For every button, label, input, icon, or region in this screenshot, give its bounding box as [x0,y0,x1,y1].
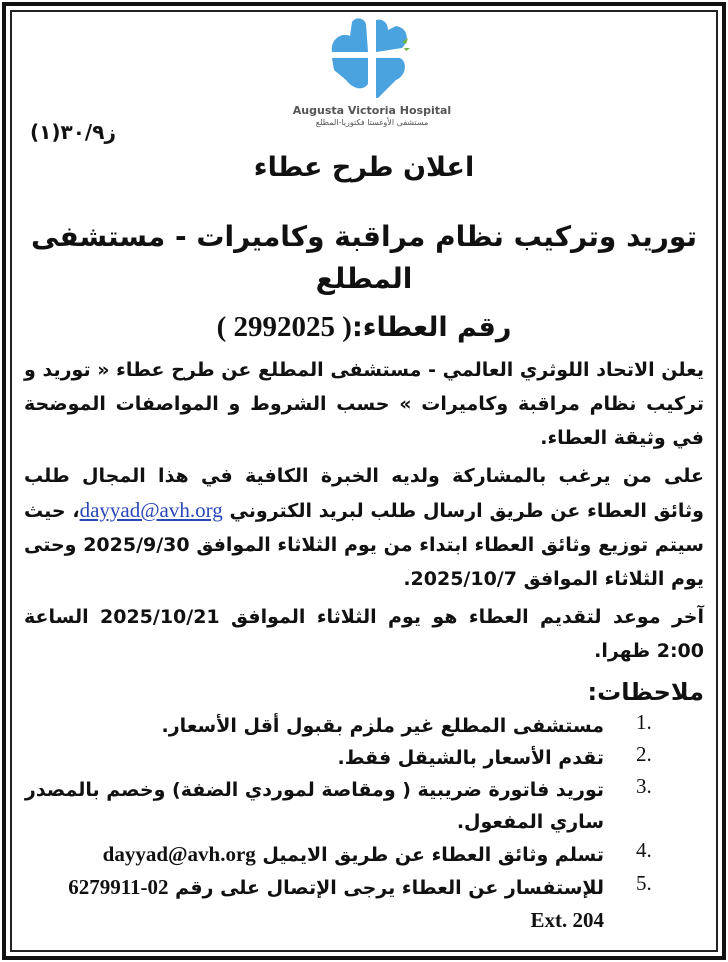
note-item [24,774,704,838]
note-email[interactable]: dayyad@avh.org [102,842,256,866]
tender-number-value: ( 2992025 ) [216,311,352,343]
inner-border [10,10,718,952]
tender-number-label: رقم العطاء: [351,312,512,343]
note-text-part: تسلم وثائق العطاء عن طريق الايميل [262,844,604,866]
logo-hand-bottom-right [376,58,405,98]
paragraph2-line: وثائق العطاء ابتداء من يوم الثلاثاء الموافق 2025/9/30 وحتى يوم الثلاثاء [24,534,704,590]
note-text-part: للإستفسار عن العطاء يرجى الإتصال على رقم [175,877,604,899]
note-text: مستشفى المطلع غير ملزم بقبول أقل الأسعار. [161,715,604,737]
outer-border [2,2,726,960]
paragraph1-line: وثيقة العطاء. [540,427,666,449]
paragraph2-text: ، حيث سيتم توزيع [24,500,704,556]
note-text-part: توريد فاتورة ضريبية ( ومقاصة لموردي الضفة) وخصم بالمصدر [24,779,604,801]
note-item [24,871,704,936]
header [24,12,704,142]
logo-hand-top-left [332,18,368,52]
email-link[interactable]: dayyad@avh.org [79,498,223,522]
paragraph2-line: الموافق 2025/10/7. [403,568,598,590]
paragraph1-line: تركيب نظام مراقبة وكاميرات » حسب الشروط و المواصفات الموضحة في [24,393,704,449]
logo-hand-top-right [376,20,407,52]
note-number: 3. [636,774,652,798]
reference-code: ز٣٠/٩(١) [30,120,116,144]
note-number: 2. [636,742,652,766]
phone-number: 02-6279911 [68,875,169,899]
note-text-part: ساري المفعول. [456,811,604,833]
note-number: 4. [636,838,652,862]
logo-name-en: Augusta Victoria Hospital [292,104,452,117]
phone-extension: Ext. 204 [530,908,604,932]
note-item [24,710,704,742]
note-text [24,774,636,838]
note-text [24,838,636,871]
logo-hand-bottom-left [332,58,368,88]
paragraph3-line: 2:00 ظهرا. [594,640,704,662]
note-number: 5. [636,871,652,895]
logo-name-ar: مستشفى الأوغستا فكتوريا-المطلع [315,118,429,127]
note-number: 1. [636,710,652,734]
paragraph1-line: يعلن الاتحاد اللوثري العالمي - مستشفى المطلع عن طرح عطاء « توريد و [24,359,704,381]
paragraph2-text: عن طريق ارسال طلب لبريد الكتروني [229,500,581,522]
note-text [24,871,636,936]
note-text: تقدم الأسعار بالشيقل فقط. [337,747,604,769]
subtitle: توريد وتركيب نظام مراقبة وكاميرات - مستشفى المطلع [31,220,697,295]
notes-heading: ملاحظات: [587,678,704,706]
tender-number [24,306,704,349]
hospital-logo [322,14,422,104]
paragraph2-line: على من يرغب بالمشاركة ولديه الخبرة الكافية في هذا المجال طلب وثائق العطاء [24,465,704,522]
paragraph1 [24,353,704,455]
paragraph2 [24,459,704,596]
paragraph3 [24,600,704,668]
paragraph3-line: آخر موعد لتقديم العطاء هو يوم الثلاثاء الموافق 2025/10/21 الساعة [24,606,704,628]
note-item [24,838,704,871]
page-title: اعلان طرح عطاء [253,152,475,183]
note-item [24,742,704,774]
